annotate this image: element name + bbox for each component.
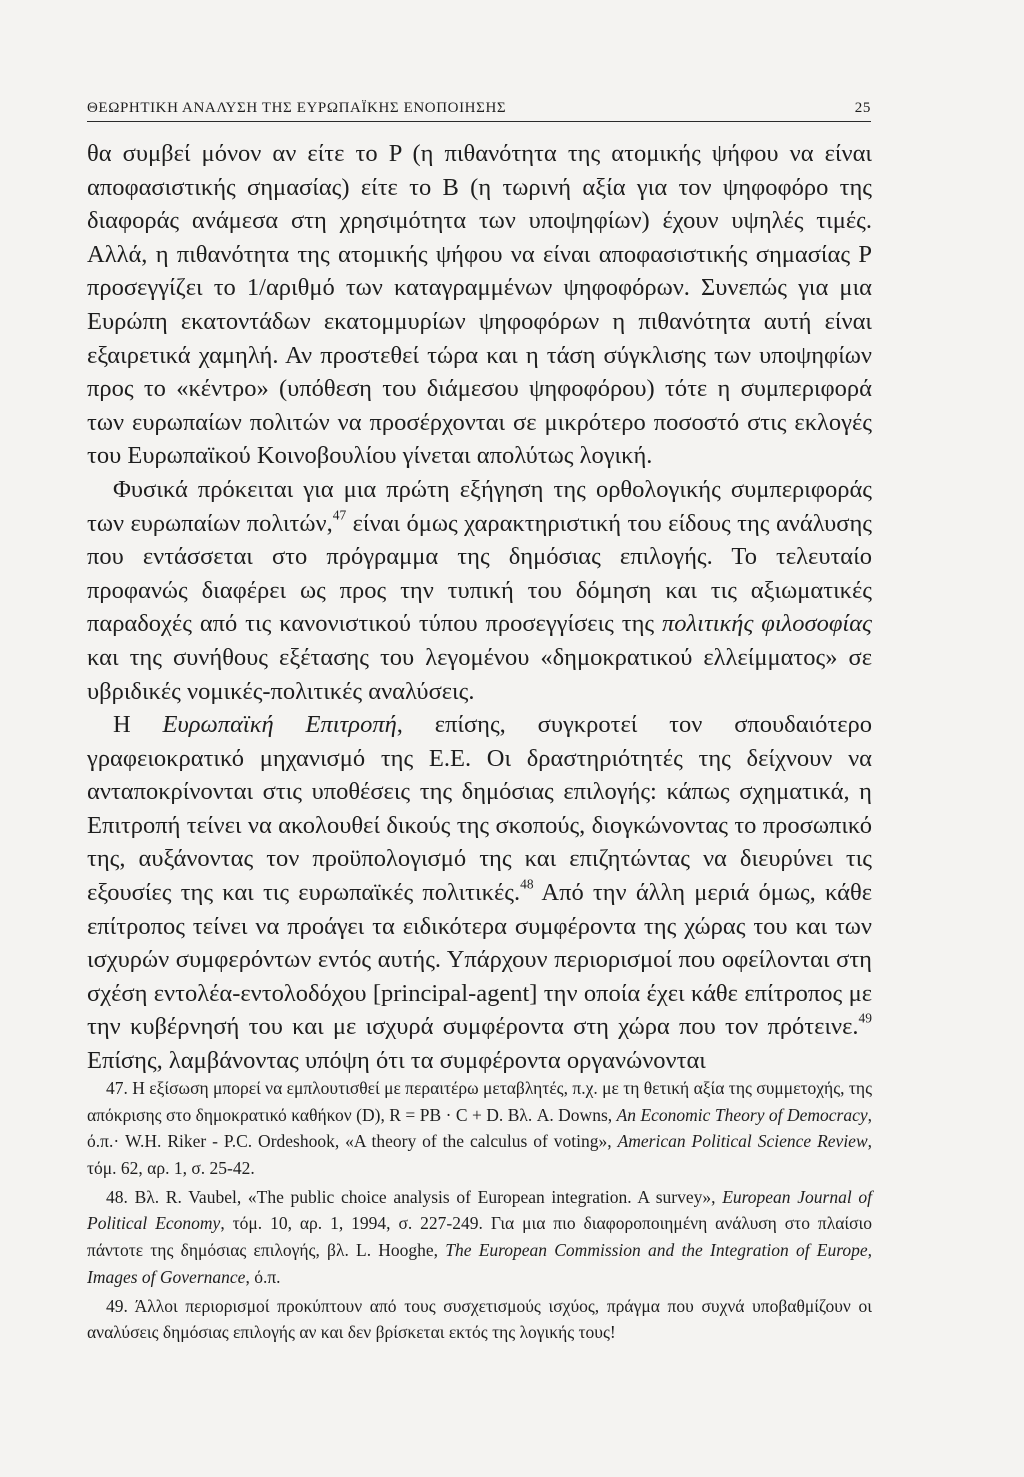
page-number: 25 <box>854 100 871 116</box>
footnote-47 <box>87 1075 872 1181</box>
paragraph-2-text-a: Φυσικά πρόκειται για μια πρώτη εξήγηση της ορθολογικής συμπεριφοράς των ευρωπαίων πολιτών, <box>87 475 872 537</box>
footnote-49-text: 49. Άλλοι περιορισμοί προκύπτουν από τους συσχετισμούς ισχύος, πράγμα που συχνά υποβαθμίζουν οι αναλύσεις δημόσιας επιλογής αν και δεν βρίσκεται εκτός της λογικής τους! <box>87 1295 872 1343</box>
paragraph-3-text-a: Η <box>113 711 163 739</box>
paragraph-3-text-d: Επίσης, λαμβάνοντας υπόψη ότι τα συμφέροντα οργανώνονται <box>87 1047 706 1075</box>
paragraph-1-text: θα συμβεί μόνον αν είτε το P (η πιθανότητα της ατομικής ψήφου να είναι αποφασιστικής σημασίας) είτε το B (η τωρινή αξία για τον ψηφοφόρο της διαφοράς ανάμεσα στη χρησιμότητα των υποψηφίων) έχουν υψηλές τιμές. Αλλά, η πιθανότητα της ατομικής ψήφου να είναι αποφασιστικής σημασίας P προσεγγίζει το 1/αριθμό των καταγραμμένων ψηφοφόρων. Συνεπώς για μια Ευρώπη εκατοντάδων εκατομμυρίων ψηφοφόρων η πιθανότητα αυτή είναι εξαιρετικά χαμηλή. Αν προστεθεί τώρα και η τάση σύγκλισης των υποψηφίων προς το «κέντρο» (υπόθεση του διάμεσου ψηφοφόρου) τότε η συμπεριφορά των ευρωπαίων πολιτών να προσέρχονται σε μικρότερο ποσοστό στις εκλογές του Ευρωπαϊκού Κοινοβουλίου γίνεται απολύτως λογική. <box>87 140 872 470</box>
paragraph-3 <box>87 708 872 1078</box>
footnote-47-title-1: An Economic Theory of Democracy <box>616 1104 868 1125</box>
paragraph-1 <box>87 137 872 473</box>
paragraph-3-text-b: , επίσης, συγκροτεί τον σπουδαιότερο γραφειοκρατικό μηχανισμό της Ε.Ε. Οι δραστηριότητές της δείχνουν να ανταποκρίνονται στις υποθέσεις της δημόσιας επιλογής: κάπως σχηματικά, η Επιτροπή τείνει να ακολουθεί δικούς της σκοπούς, διογκώνοντας το προσωπικό της, αυξάνοντας τον προϋπολογισμό της και επιζητώντας να διευρύνει τις εξουσίες της και τις ευρωπαϊκές πολιτικές. <box>87 711 872 907</box>
paragraph-2-emphasis: πολιτικής φιλοσοφίας <box>662 610 872 638</box>
footnote-47-text-c: , τόμ. 62, αρ. 1, σ. 25-42. <box>87 1131 873 1178</box>
footnote-ref-49: 49 <box>858 1010 872 1026</box>
footnote-48-text-b: , τόμ. 10, αρ. 1, 1994, σ. 227-249. Για μια πιο διαφοροποιημένη ανάλυση στο πλαίσιο πάντοτε της δημόσιας επιλογής, βλ. L. Hooghe, <box>87 1213 872 1261</box>
footnotes <box>87 1075 872 1348</box>
paragraph-2-text-b: είναι όμως χαρακτηριστική του είδους της ανάλυσης που εντάσσεται στο πρόγραμμα της δημόσιας επιλογής. Το τελευταίο προφανώς διαφέρει ως προς την τυπική του δόμηση και τις αξιωματικές παραδοχές από τις κανονιστικού τύπου προσεγγίσεις της <box>87 509 872 638</box>
footnote-48-text-a: 48. Βλ. R. Vaubel, «The public choice analysis of European integration. A survey», <box>106 1186 723 1207</box>
main-text <box>87 137 872 1078</box>
footnote-47-title-2: American Political Science Review <box>617 1131 868 1152</box>
paragraph-2 <box>87 473 872 708</box>
running-header <box>87 100 871 122</box>
footnote-48-text-c: , ό.π. <box>245 1266 281 1287</box>
footnote-49 <box>87 1293 872 1346</box>
footnote-ref-47: 47 <box>332 507 347 523</box>
footnote-48-title-2: The European Commission and the Integration of Europe, Images of Governance <box>87 1240 872 1287</box>
paragraph-3-text-c: Από την άλλη μεριά όμως, κάθε επίτροπος τείνει να προάγει τα ειδικότερα συμφέροντα της χώρας του και των ισχυρών συμφερόντων εντός αυτής. Υπάρχουν περιορισμοί που οφείλονται στη σχέση εντολέα-εντολοδόχου [principal-agent] την οποία έχει κάθε επίτροπος με την κυβέρνησή του και με ισχυρά συμφέροντα στη χώρα που τον πρότεινε. <box>87 879 872 1041</box>
paragraph-2-text-c: και της συνήθους εξέτασης του λεγομένου «δημοκρατικού ελλείμματος» σε υβριδικές νομικές-πολιτικές αναλύσεις. <box>87 643 872 705</box>
footnote-48 <box>87 1184 872 1290</box>
footnote-ref-48: 48 <box>520 876 534 892</box>
footnote-47-text-a: 47. Η εξίσωση μπορεί να εμπλουτισθεί με περαιτέρω μεταβλητές, π.χ. με τη θετική αξία της συμμετοχής, της απόκρισης στο δημοκρατικό καθήκον (D), R = PB · C + D. Βλ. A. Downs, <box>87 1078 872 1125</box>
running-title: ΘΕΩΡΗΤΙΚΗ ΑΝΑΛΥΣΗ ΤΗΣ ΕΥΡΩΠΑΪΚΗΣ ΕΝΟΠΟΙΗΣΗΣ <box>87 100 507 116</box>
paragraph-3-emphasis: Ευρωπαϊκή Επιτροπή <box>162 711 397 739</box>
footnote-48-title-1: European Journal of Political Economy <box>87 1186 872 1234</box>
footnote-47-text-b: , ό.π.· W.H. Riker - P.C. Ordeshook, «A theory of the calculus of voting», <box>87 1104 872 1152</box>
